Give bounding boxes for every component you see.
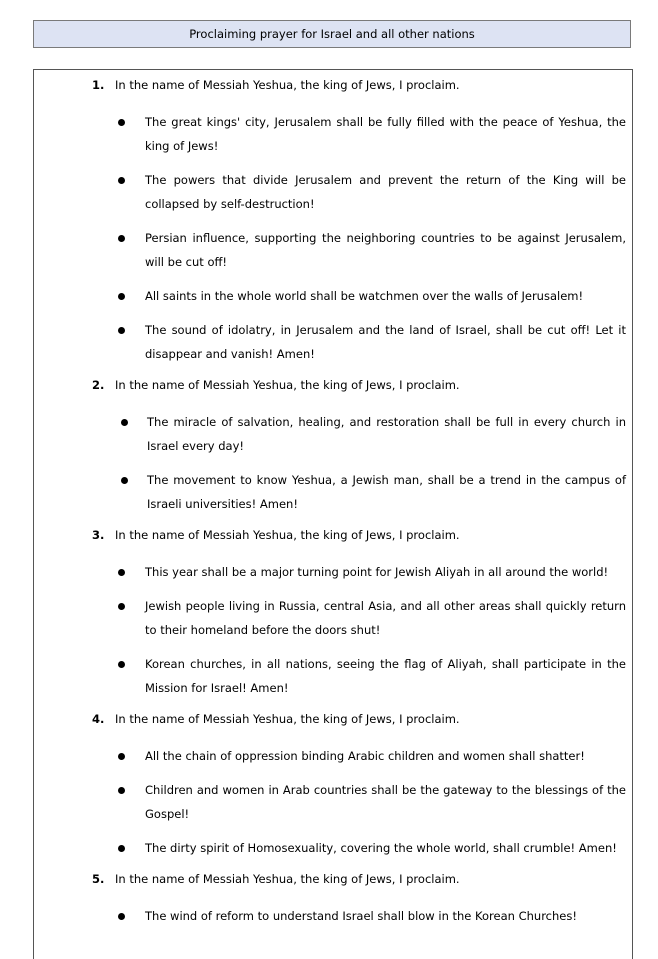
section-heading bbox=[34, 870, 632, 888]
list-item bbox=[34, 318, 632, 366]
section-number: 1. bbox=[92, 78, 105, 92]
list-item-text: Children and women in Arab countries shall be the gateway to the blessings of the Gospel! bbox=[145, 783, 626, 821]
section-heading-text: In the name of Messiah Yeshua, the king of Jews, I proclaim. bbox=[115, 528, 460, 542]
bullet-list bbox=[34, 110, 632, 366]
list-item bbox=[34, 836, 632, 860]
list-item bbox=[34, 284, 632, 308]
section-heading-text: In the name of Messiah Yeshua, the king of Jews, I proclaim. bbox=[115, 712, 460, 726]
bullet-icon bbox=[118, 845, 125, 852]
list-item bbox=[34, 468, 632, 516]
section-1 bbox=[34, 76, 632, 366]
section-heading bbox=[34, 526, 632, 544]
section-heading-text: In the name of Messiah Yeshua, the king of Jews, I proclaim. bbox=[115, 872, 460, 886]
list-item-text: Jewish people living in Russia, central Asia, and all other areas shall quickly return to their homeland before the doors shut! bbox=[145, 599, 626, 637]
list-item bbox=[34, 652, 632, 700]
bullet-list bbox=[34, 904, 632, 928]
section-number: 2. bbox=[92, 378, 105, 392]
section-number: 3. bbox=[92, 528, 105, 542]
bullet-list bbox=[34, 744, 632, 860]
list-item-text: The dirty spirit of Homosexuality, covering the whole world, shall crumble! Amen! bbox=[145, 841, 617, 855]
list-item bbox=[34, 744, 632, 768]
list-item-text: Korean churches, in all nations, seeing the flag of Aliyah, shall participate in the Mission for Israel! Amen! bbox=[145, 657, 626, 695]
section-4 bbox=[34, 710, 632, 860]
list-item bbox=[34, 560, 632, 584]
section-5 bbox=[34, 870, 632, 928]
section-heading-text: In the name of Messiah Yeshua, the king of Jews, I proclaim. bbox=[115, 78, 460, 92]
page-title bbox=[33, 20, 631, 48]
list-item-text: This year shall be a major turning point for Jewish Aliyah in all around the world! bbox=[145, 565, 609, 579]
proclamation-list bbox=[33, 69, 633, 959]
section-3 bbox=[34, 526, 632, 700]
bullet-icon bbox=[118, 235, 125, 242]
section-number: 4. bbox=[92, 712, 105, 726]
bullet-icon bbox=[118, 569, 125, 576]
list-item-text: The miracle of salvation, healing, and restoration shall be full in every church in Israel every day! bbox=[147, 415, 626, 453]
bullet-icon bbox=[118, 603, 125, 610]
section-heading-text: In the name of Messiah Yeshua, the king of Jews, I proclaim. bbox=[115, 378, 460, 392]
list-item-text: All saints in the whole world shall be watchmen over the walls of Jerusalem! bbox=[145, 289, 584, 303]
list-item-text: The movement to know Yeshua, a Jewish man, shall be a trend in the campus of Israeli universities! Amen! bbox=[147, 473, 626, 511]
section-number: 5. bbox=[92, 872, 105, 886]
list-item-text: Persian influence, supporting the neighboring countries to be against Jerusalem, will be cut off! bbox=[145, 231, 626, 269]
bullet-list bbox=[34, 410, 632, 516]
bullet-icon bbox=[118, 787, 125, 794]
list-item-text: The sound of idolatry, in Jerusalem and the land of Israel, shall be cut off! Let it disappear and vanish! Amen! bbox=[145, 323, 626, 361]
list-item bbox=[34, 110, 632, 158]
list-item bbox=[34, 226, 632, 274]
bullet-icon bbox=[118, 327, 125, 334]
section-heading bbox=[34, 710, 632, 728]
list-item bbox=[34, 168, 632, 216]
page-title-text: Proclaiming prayer for Israel and all other nations bbox=[189, 27, 475, 41]
bullet-icon bbox=[121, 477, 128, 484]
bullet-icon bbox=[118, 177, 125, 184]
list-item-text: The powers that divide Jerusalem and prevent the return of the King will be collapsed by self-destruction! bbox=[145, 173, 626, 211]
list-item bbox=[34, 778, 632, 826]
bullet-icon bbox=[118, 293, 125, 300]
section-heading bbox=[34, 376, 632, 394]
list-item bbox=[34, 904, 632, 928]
bullet-icon bbox=[118, 119, 125, 126]
list-item bbox=[34, 594, 632, 642]
list-item-text: The wind of reform to understand Israel shall blow in the Korean Churches! bbox=[145, 909, 577, 923]
list-item bbox=[34, 410, 632, 458]
section-2 bbox=[34, 376, 632, 516]
list-item-text: All the chain of oppression binding Arabic children and women shall shatter! bbox=[145, 749, 585, 763]
bullet-icon bbox=[118, 913, 125, 920]
bullet-icon bbox=[121, 419, 128, 426]
bullet-icon bbox=[118, 753, 125, 760]
bullet-list bbox=[34, 560, 632, 700]
bullet-icon bbox=[118, 661, 125, 668]
section-heading bbox=[34, 76, 632, 94]
list-item-text: The great kings' city, Jerusalem shall be fully filled with the peace of Yeshua, the king of Jews! bbox=[145, 115, 626, 153]
